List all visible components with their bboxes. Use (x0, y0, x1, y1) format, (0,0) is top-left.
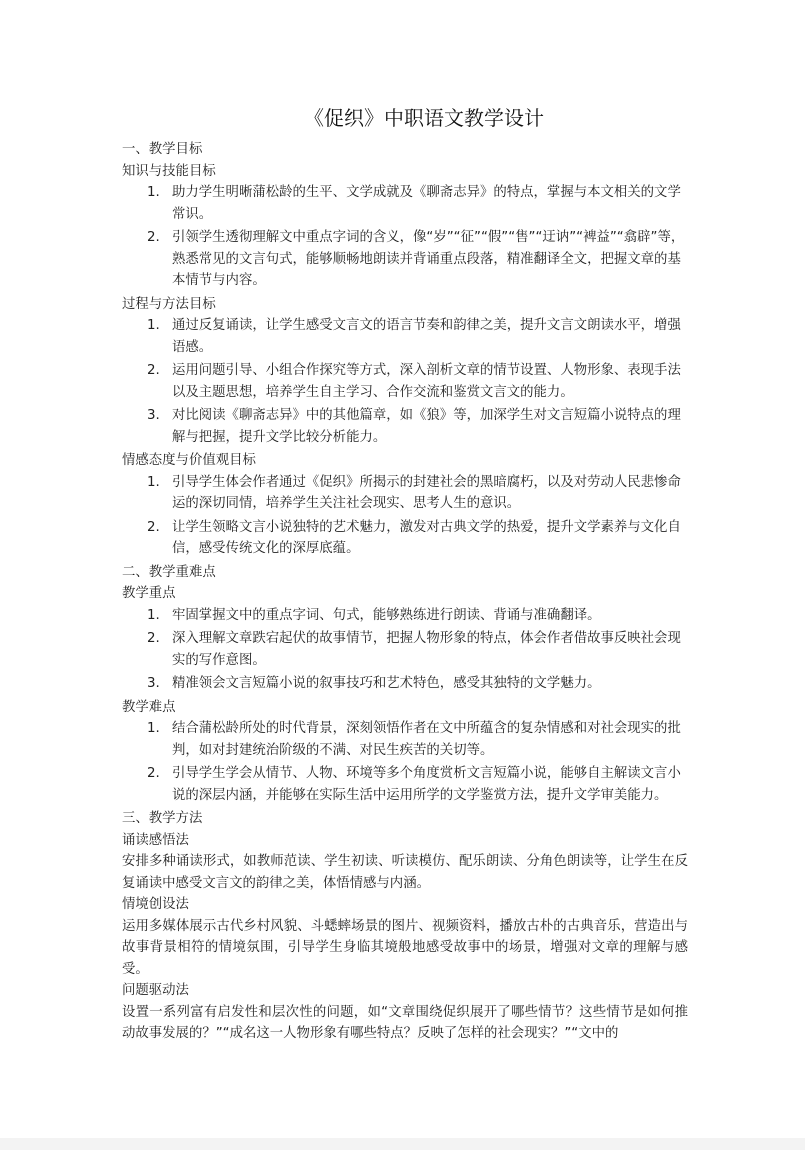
process-methods-list (122, 315, 688, 448)
list-number: 2. (147, 230, 160, 245)
attitude-values-list (122, 472, 688, 560)
list-number: 1. (147, 721, 160, 736)
subheading-situation-method: 情境创设法 (122, 897, 189, 912)
difficult-points-list (122, 718, 688, 806)
list-item-text: 对比阅读《聊斋志异》中的其他篇章，如《狼》等，加深学生对文言短篇小说特点的理解与把握，提升文学比较分析能力。 (172, 408, 681, 445)
paragraph-reading-method: 安排多种诵读形式，如教师范读、学生初读、听读模仿、配乐朗读、分角色朗读等，让学生在反复诵读中感受文言文的韵律之美，体悟情感与内涵。 (122, 854, 688, 891)
document-body (122, 104, 688, 1045)
list-number: 2. (147, 519, 160, 535)
list-item-text: 运用问题引导、小组合作探究等方式，深入剖析文章的情节设置、人物形象、表现手法以及主题思想，培养学生自主学习、合作交流和鉴赏文言文的能力。 (172, 363, 681, 400)
list-number: 1. (147, 185, 160, 200)
list-item-text: 引导学生体会作者通过《促织》所揭示的封建社会的黑暗腐朽，以及对劳动人民悲惨命运的深切同情，培养学生关注社会现实、思考人生的意识。 (172, 474, 681, 511)
section-heading-methods: 三、教学方法 (122, 811, 203, 826)
list-item (122, 718, 688, 761)
list-number: 1. (147, 318, 160, 333)
list-item (122, 763, 688, 806)
list-item-text: 精准领会文言短篇小说的叙事技巧和艺术特色，感受其独特的文学魅力。 (172, 676, 601, 691)
subheading-attitude-values: 情感态度与价值观目标 (122, 453, 256, 468)
subheading-reading-method: 诵读感悟法 (122, 832, 189, 848)
subheading-process-methods: 过程与方法目标 (122, 296, 216, 312)
knowledge-skills-list (122, 182, 688, 292)
list-number: 1. (147, 474, 160, 490)
list-item (122, 472, 688, 515)
paragraph-situation-method: 运用多媒体展示古代乡村风貌、斗蟋蟀场景的图片、视频资料，播放古朴的古典音乐，营造出与故事背景相符的情境氛围，引导学生身临其境般地感受故事中的场景，增强对文章的理解与感受。 (122, 918, 688, 977)
document-title: 《促织》中职语文教学设计 (304, 106, 544, 130)
list-number: 1. (147, 607, 160, 623)
list-item (122, 182, 688, 225)
list-item-text: 牢固掌握文中的重点字词、句式，能够熟练进行朗读、背诵与准确翻译。 (172, 607, 601, 623)
list-item-text: 让学生领略文言小说独特的艺术魅力，激发对古典文学的热爱，提升文学素养与文化自信，感受传统文化的深厚底蕴。 (172, 519, 681, 556)
key-points-list (122, 605, 688, 695)
list-item-text: 结合蒲松龄所处的时代背景，深刻领悟作者在文中所蕴含的复杂情感和对社会现实的批判，如对封建统治阶级的不满、对民生疾苦的关切等。 (172, 721, 681, 758)
list-item (122, 673, 688, 695)
list-item (122, 405, 688, 448)
list-item (122, 517, 688, 560)
list-item-text: 助力学生明晰蒲松龄的生平、文学成就及《聊斋志异》的特点，掌握与本文相关的文学常识。 (172, 185, 681, 222)
subheading-question-method: 问题驱动法 (122, 983, 189, 998)
list-item-text: 引导学生学会从情节、人物、环境等多个角度赏析文言短篇小说，能够自主解读文言小说的深层内涵，并能够在实际生活中运用所学的文学鉴赏方法，提升文学审美能力。 (172, 766, 681, 803)
list-item (122, 605, 688, 627)
list-number: 2. (147, 631, 160, 646)
list-number: 2. (147, 766, 160, 781)
list-number: 3. (147, 408, 160, 423)
section-heading-key-difficult: 二、教学重难点 (122, 564, 216, 580)
section-heading-objectives: 一、教学目标 (122, 142, 203, 157)
subheading-knowledge-skills: 知识与技能目标 (122, 163, 216, 179)
paragraph-question-method: 设置一系列富有启发性和层次性的问题，如“文章围绕促织展开了哪些情节？这些情节是如何推动故事发展的？”“成名这一人物形象有哪些特点？反映了怎样的社会现实？”“文中的 (122, 1004, 688, 1041)
list-item-text: 引领学生透彻理解文中重点字词的含义，像“岁”“征”“假”“售”“迂讷”“裨益”“翕辟”等，熟悉常见的文言句式，能够顺畅地朗读并背诵重点段落，精准翻译全文，把握文章的基本情节与内容。 (172, 230, 685, 288)
subheading-key-points: 教学重点 (122, 586, 176, 601)
subheading-difficult-points: 教学难点 (122, 699, 176, 715)
list-item-text: 通过反复诵读，让学生感受文言文的语言节奏和韵律之美，提升文言文朗读水平，增强语感。 (172, 318, 681, 355)
list-item (122, 628, 688, 671)
list-item (122, 227, 688, 292)
list-number: 2. (147, 363, 160, 378)
list-item-text: 深入理解文章跌宕起伏的故事情节，把握人物形象的特点，体会作者借故事反映社会现实的写作意图。 (172, 631, 681, 668)
list-number: 3. (147, 676, 160, 691)
list-item (122, 315, 688, 358)
list-item (122, 360, 688, 403)
